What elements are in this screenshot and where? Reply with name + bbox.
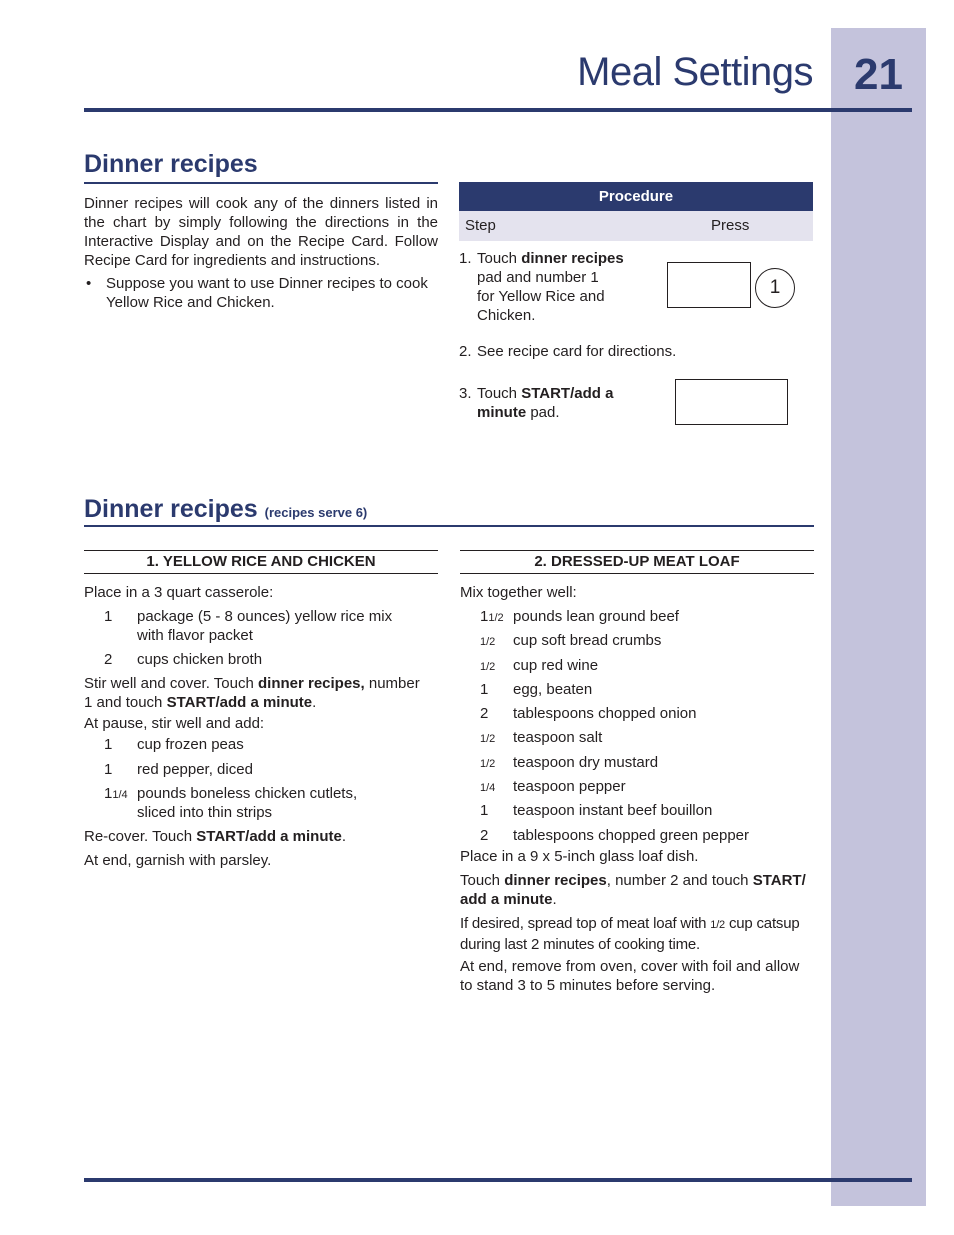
step-number: 2. — [459, 343, 472, 360]
procedure-step-1 — [459, 249, 659, 329]
intro-bullet-text: Suppose you want to use Dinner recipes to cook Yellow Rice and Chicken. — [106, 275, 428, 311]
ingredient: 1/4 teaspoon pepper — [480, 778, 626, 795]
procedure-step-2 — [459, 342, 799, 362]
page-sidebar-band — [831, 28, 926, 1206]
intro-heading-rule — [84, 182, 438, 184]
number-1-pad[interactable]: 1 — [755, 268, 795, 308]
ingredient: 11/2 pounds lean ground beef — [480, 608, 679, 625]
recipe-1-pause: At pause, stir well and add: — [84, 715, 265, 732]
bottom-divider — [84, 1178, 912, 1182]
recipes-heading: Dinner recipes (recipes serve 6) — [84, 495, 368, 523]
procedure-step-3 — [459, 384, 659, 424]
ingredient: 1/2 teaspoon dry mustard — [480, 754, 659, 771]
recipe-2-catsup: If desired, spread top of meat loaf with 1/2 cup catsup during last 2 minutes of cooking time. — [460, 915, 800, 953]
start-add-a-minute-pad[interactable] — [675, 379, 788, 425]
dinner-recipes-pad[interactable] — [667, 262, 751, 308]
procedure-header: Procedure — [459, 182, 813, 211]
ingredient: 11/4 pounds boneless chicken cutlets, sliced into thin strips — [104, 785, 358, 821]
step-text: Touch START/add a minute pad. — [477, 385, 614, 421]
recipe-2-intro: Mix together well: — [460, 584, 577, 601]
ingredient: 2 tablespoons chopped onion — [480, 705, 697, 722]
top-divider — [84, 108, 912, 112]
recipe-1-end: At end, garnish with parsley. — [84, 852, 272, 869]
recipe-2-title: 2. DRESSED-UP MEAT LOAF — [460, 550, 814, 574]
step-number: 3. — [459, 385, 472, 402]
page-number: 21 — [854, 50, 903, 99]
column-press: Press — [711, 217, 750, 234]
procedure-column-headers — [459, 211, 813, 241]
intro-heading: Dinner recipes — [84, 150, 258, 178]
recipe-2-place: Place in a 9 x 5-inch glass loaf dish. — [460, 848, 699, 865]
step-text: See recipe card for directions. — [477, 343, 677, 360]
recipes-heading-rule — [84, 525, 814, 527]
ingredient: 1 red pepper, diced — [104, 761, 253, 778]
recipe-2-touch-instruction: Touch dinner recipes, number 2 and touch START/ add a minute. — [460, 872, 806, 908]
recipes-subheading: (recipes serve 6) — [264, 505, 368, 520]
intro-paragraph: Dinner recipes will cook any of the dinners listed in the chart by simply following the directions in the Interactive Display and on the Recipe Card. Follow Recipe Card for ingredients and instructions. — [84, 195, 438, 269]
page-title: Meal Settings — [577, 50, 813, 94]
ingredient: 1 cup frozen peas — [104, 736, 244, 753]
step-number: 1. — [459, 250, 472, 267]
ingredient: 2 cups chicken broth — [104, 651, 263, 668]
ingredient: 1 egg, beaten — [480, 681, 593, 698]
recipe-1-intro: Place in a 3 quart casserole: — [84, 584, 274, 601]
recipe-1-recover: Re-cover. Touch START/add a minute. — [84, 828, 347, 845]
bullet-dot: • — [86, 275, 92, 292]
ingredient: 1 teaspoon instant beef bouillon — [480, 802, 713, 819]
column-step: Step — [465, 217, 496, 234]
step-text: Touch dinner recipes pad and number 1 for Yellow Rice and Chicken. — [477, 250, 624, 324]
ingredient: 1/2 cup soft bread crumbs — [480, 632, 662, 649]
recipe-1-title: 1. YELLOW RICE AND CHICKEN — [84, 550, 438, 574]
recipe-1-stir-instruction: Stir well and cover. Touch dinner recipes, number 1 and touch START/add a minute. — [84, 675, 420, 711]
ingredient: 1/2 cup red wine — [480, 657, 599, 674]
ingredient: 1/2 teaspoon salt — [480, 729, 603, 746]
ingredient: 2 tablespoons chopped green pepper — [480, 827, 750, 844]
ingredient: 1 package (5 - 8 ounces) yellow rice mix with flavor packet — [104, 608, 393, 644]
recipe-2-end: At end, remove from oven, cover with foil and allow to stand 3 to 5 minutes before serving. — [460, 958, 800, 994]
